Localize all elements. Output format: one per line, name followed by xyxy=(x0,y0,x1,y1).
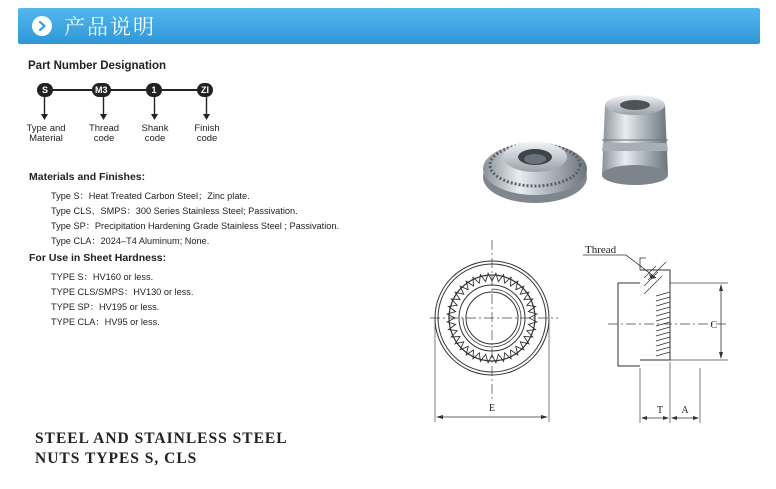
hardness-item: TYPE S：HV160 or less. xyxy=(51,272,154,282)
product-photo xyxy=(475,85,685,215)
designation-line xyxy=(44,89,210,91)
hardness-item: TYPE CLA：HV95 or less. xyxy=(51,317,160,327)
arrow-down-icon xyxy=(40,97,49,121)
thread-line xyxy=(656,302,670,306)
section-banner xyxy=(18,8,760,44)
thread-line xyxy=(656,317,670,321)
arrow-down-icon xyxy=(99,97,108,121)
banner-title: 产品说明 xyxy=(64,15,156,39)
thread-label: Thread xyxy=(585,244,617,256)
thread-line xyxy=(656,327,670,331)
pn-node-1: 1 xyxy=(146,83,162,97)
nut-photo-left xyxy=(483,142,587,203)
dim-t-label: T xyxy=(656,405,664,416)
dim-a-label: A xyxy=(681,405,689,416)
arrow-down-icon xyxy=(150,97,159,121)
thread-line xyxy=(656,307,670,311)
dim-c-label: C xyxy=(710,320,717,331)
thread-line xyxy=(656,332,670,336)
thread-line xyxy=(656,292,670,296)
materials-item: Type CLA：2024–T4 Aluminum; None. xyxy=(51,236,210,246)
pn-caption-thread: Thread code xyxy=(88,123,120,144)
pn-node-zi: ZI xyxy=(197,83,213,97)
materials-item: Type CLS、SMPS：300 Series Stainless Steel; Passivation. xyxy=(51,206,298,216)
dim-e-label: E xyxy=(488,403,496,414)
chevron-right-icon xyxy=(32,16,52,36)
thread-line xyxy=(656,337,670,341)
pn-node-s: S xyxy=(37,83,53,97)
pn-caption-type: Type and Material xyxy=(26,123,66,144)
nut-photo-right xyxy=(602,95,668,185)
side-view-drawing xyxy=(578,238,738,428)
materials-item: Type SP：Precipitation Hardening Grade Stainless Steel ; Passivation. xyxy=(51,221,340,231)
thread-line xyxy=(656,352,670,356)
pn-caption-shank: Shank code xyxy=(141,123,169,144)
arrow-down-icon xyxy=(202,97,211,121)
front-view-drawing xyxy=(430,240,565,430)
product-title-line1: STEEL AND STAINLESS STEEL xyxy=(35,430,288,447)
thread-line xyxy=(656,347,670,351)
materials-heading: Materials and Finishes: xyxy=(29,171,146,183)
hardness-heading: For Use in Sheet Hardness: xyxy=(29,252,167,264)
thread-line xyxy=(656,342,670,346)
product-title-line2: NUTS TYPES S, CLS xyxy=(35,450,198,467)
part-number-heading: Part Number Designation xyxy=(28,60,167,72)
thread-line xyxy=(656,312,670,316)
pn-caption-finish: Finish code xyxy=(194,123,220,144)
materials-item: Type S：Heat Treated Carbon Steel；Zinc plate. xyxy=(51,191,250,201)
hardness-item: TYPE CLS/SMPS：HV130 or less. xyxy=(51,287,194,297)
thread-line xyxy=(656,297,670,301)
hardness-item: TYPE SP：HV195 or less. xyxy=(51,302,160,312)
pn-node-m3: M3 xyxy=(92,83,111,97)
